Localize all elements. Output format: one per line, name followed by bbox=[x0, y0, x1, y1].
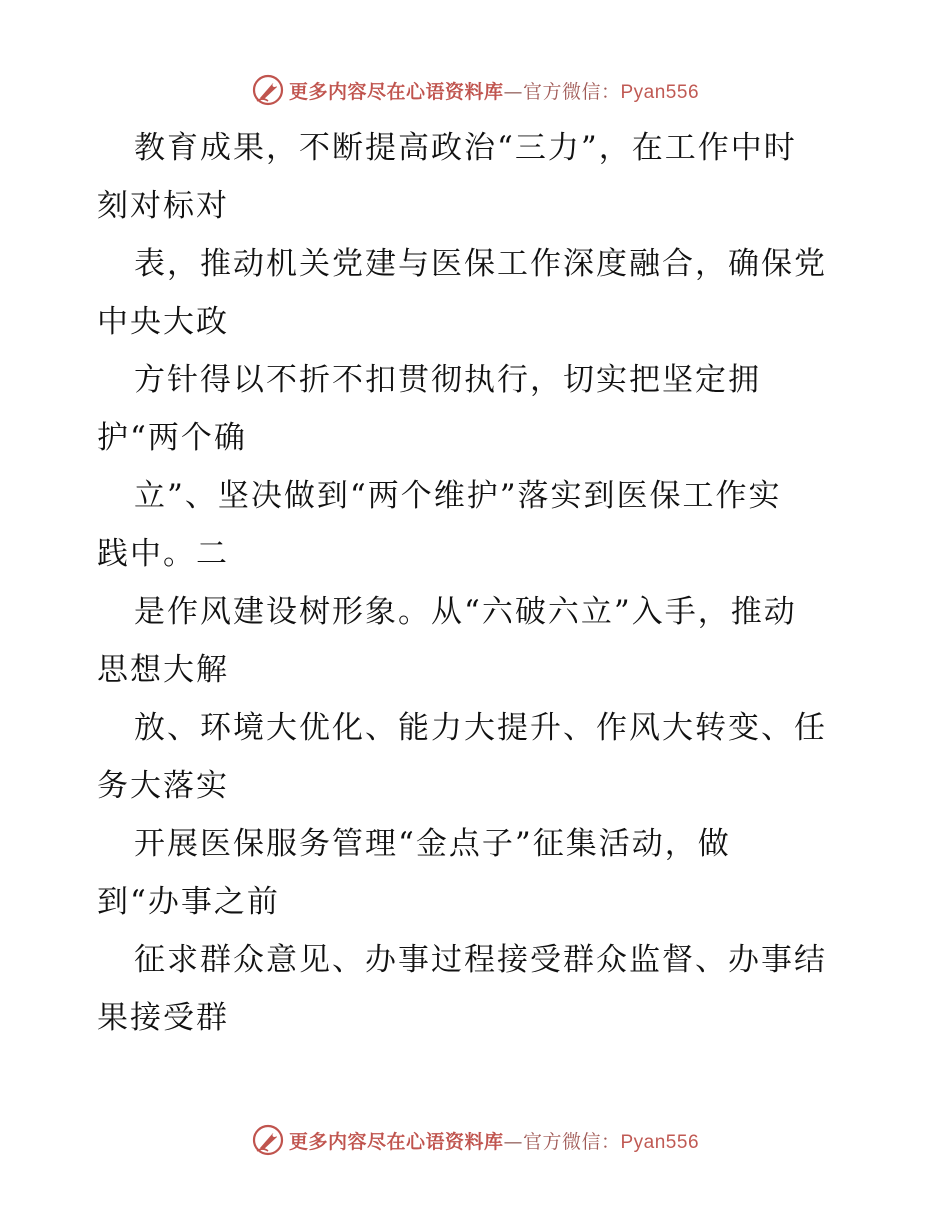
text-line: 果接受群 bbox=[97, 1000, 229, 1036]
watermark-dash: — bbox=[503, 80, 523, 103]
watermark-wechat-id: Pyan556 bbox=[620, 81, 700, 103]
watermark-wechat-label: 官方微信： bbox=[522, 80, 621, 103]
watermark-wechat-label: 官方微信： bbox=[522, 1130, 621, 1153]
text-line: 思想大解 bbox=[97, 652, 229, 688]
text-line: 中央大政 bbox=[97, 304, 229, 340]
text-line: 是作风建设树形象。从“六破六立”入手，推动 bbox=[134, 594, 797, 630]
text-line: 方针得以不折不扣贯彻执行，切实把坚定拥 bbox=[134, 362, 761, 398]
footer-watermark bbox=[0, 1120, 950, 1160]
header-watermark bbox=[0, 70, 950, 110]
watermark-wechat-id: Pyan556 bbox=[620, 1131, 700, 1153]
text-line: 护“两个确 bbox=[97, 420, 247, 456]
watermark-brand: 更多内容尽在心语资料库 bbox=[288, 80, 504, 103]
text-line: 征求群众意见、办事过程接受群众监督、办事结 bbox=[134, 942, 827, 978]
text-line: 务大落实 bbox=[97, 768, 229, 804]
text-line: 表，推动机关党建与医保工作深度融合，确保党 bbox=[134, 246, 827, 282]
watermark-dash: — bbox=[503, 1130, 523, 1153]
watermark-text bbox=[289, 77, 699, 104]
text-line: 到“办事之前 bbox=[97, 884, 280, 920]
text-line: 开展医保服务管理“金点子”征集活动，做 bbox=[134, 826, 731, 862]
text-line: 践中。二 bbox=[97, 536, 229, 572]
text-line: 立”、坚决做到“两个维护”落实到医保工作实 bbox=[134, 478, 782, 514]
watermark-text bbox=[289, 1127, 699, 1154]
text-line: 教育成果，不断提高政治“三力”，在工作中时 bbox=[134, 130, 797, 166]
pen-nib-circle-icon bbox=[251, 73, 285, 107]
text-line: 放、环境大优化、能力大提升、作风大转变、任 bbox=[134, 710, 827, 746]
pen-nib-circle-icon bbox=[251, 1123, 285, 1157]
text-line: 刻对标对 bbox=[97, 188, 229, 224]
watermark-brand: 更多内容尽在心语资料库 bbox=[288, 1130, 504, 1153]
